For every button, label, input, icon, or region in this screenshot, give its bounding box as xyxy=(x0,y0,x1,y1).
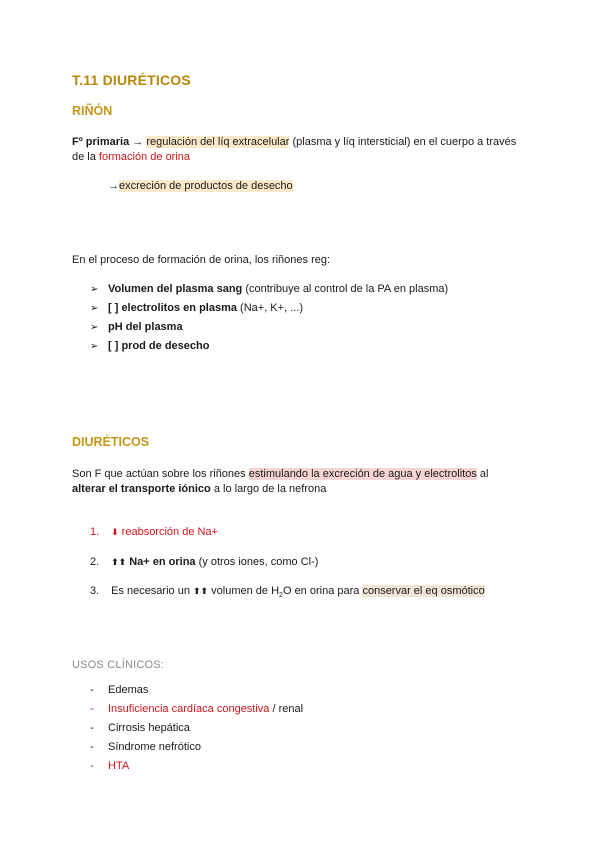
bullet-item xyxy=(90,340,209,352)
dash-bullet: - xyxy=(90,741,94,753)
usos-extra: / renal xyxy=(269,703,304,715)
numbered-item-2 xyxy=(90,556,318,568)
double-arrow-up-icon: ⬆⬆ xyxy=(111,557,127,567)
funcion-line-2 xyxy=(72,151,190,163)
subscript: 2 xyxy=(279,592,283,600)
usos-item xyxy=(90,684,148,696)
usos-text: HTA xyxy=(108,760,130,772)
usos-text: Cirrosis hepática xyxy=(108,722,190,734)
dash-bullet: - xyxy=(90,703,94,715)
numbered-item-3 xyxy=(90,585,485,599)
bullet-item xyxy=(90,302,303,314)
funcion-rest: (plasma y líq intersticial) en el cuerpo a través xyxy=(292,136,517,148)
usos-item xyxy=(90,760,129,772)
usos-item xyxy=(90,703,303,715)
bullet-bold: [ ] prod de desecho xyxy=(108,340,210,352)
section-heading-rinon: RIÑÓN xyxy=(72,104,113,118)
usos-text: Insuficiencia cardíaca congestiva xyxy=(108,703,270,715)
dash-bullet: - xyxy=(90,722,94,734)
excrecion-line xyxy=(108,180,293,192)
bullet-bold: Volumen del plasma sang xyxy=(108,283,243,295)
bullet-arrow-icon: ➢ xyxy=(90,341,99,352)
numbered-item-1 xyxy=(90,526,218,538)
arrow-down-icon: ⬇ xyxy=(111,527,119,537)
definicion-highlight: estimulando la excreción de agua y electrolitos xyxy=(248,468,477,480)
definicion-bold: alterar el transporte iónico xyxy=(72,483,211,495)
definicion-text: Son F que actúan sobre los riñones xyxy=(72,468,246,480)
item-text: volumen de H xyxy=(211,585,280,597)
item-text: (y otros iones, como Cl-) xyxy=(198,556,319,568)
bullet-arrow-icon: ➢ xyxy=(90,322,99,333)
usos-item xyxy=(90,741,201,753)
bullet-bold: pH del plasma xyxy=(108,321,183,333)
regulacion-highlight: regulación del líq extracelular xyxy=(146,136,290,148)
definicion-line-2 xyxy=(72,483,326,495)
excrecion-highlight: excreción de productos de desecho xyxy=(119,180,293,192)
item-text: O en orina para xyxy=(282,585,360,597)
item-bold: Na+ en orina xyxy=(129,556,196,568)
funcion-rest-2: de la xyxy=(72,151,96,163)
usos-heading: USOS CLÍNICOS: xyxy=(72,659,165,671)
bullet-rest: (contribuye al control de la PA en plasma) xyxy=(245,283,449,295)
item-text: Es necesario un xyxy=(111,585,190,597)
arrow-right-icon: → xyxy=(108,180,119,192)
item-number: 2. xyxy=(90,556,100,568)
item-highlight: conservar el eq osmótico xyxy=(362,585,485,597)
definicion-text: al xyxy=(479,468,489,480)
item-number: 1. xyxy=(90,526,100,538)
bullet-arrow-icon: ➢ xyxy=(90,284,99,295)
bullet-item xyxy=(90,321,183,333)
dash-bullet: - xyxy=(90,760,94,772)
formacion-orina: formación de orina xyxy=(98,151,191,163)
dash-bullet: - xyxy=(90,684,94,696)
definicion-line-1 xyxy=(72,468,488,480)
usos-text: Edemas xyxy=(108,684,149,696)
definicion-text: a lo largo de la nefrona xyxy=(213,483,327,495)
arrow-right-icon: → xyxy=(132,136,144,148)
usos-item xyxy=(90,722,190,734)
bullet-arrow-icon: ➢ xyxy=(90,303,99,314)
page-title: T.11 DIURÉTICOS xyxy=(72,72,191,88)
double-arrow-up-icon: ⬆⬆ xyxy=(193,586,209,596)
section-heading-diureticos: DIURÉTICOS xyxy=(72,435,150,449)
intro-text: En el proceso de formación de orina, los riñones reg: xyxy=(72,254,331,266)
bullet-item xyxy=(90,283,448,295)
bullet-bold: [ ] electrolitos en plasma xyxy=(108,302,237,314)
funcion-label: Fº primaria xyxy=(72,136,130,148)
funcion-line-1 xyxy=(72,136,516,148)
usos-text: Síndrome nefrótico xyxy=(108,741,201,753)
item-number: 3. xyxy=(90,585,100,597)
bullet-rest: (Na+, K+, ...) xyxy=(240,302,304,314)
item-text: reabsorción de Na+ xyxy=(121,526,218,538)
